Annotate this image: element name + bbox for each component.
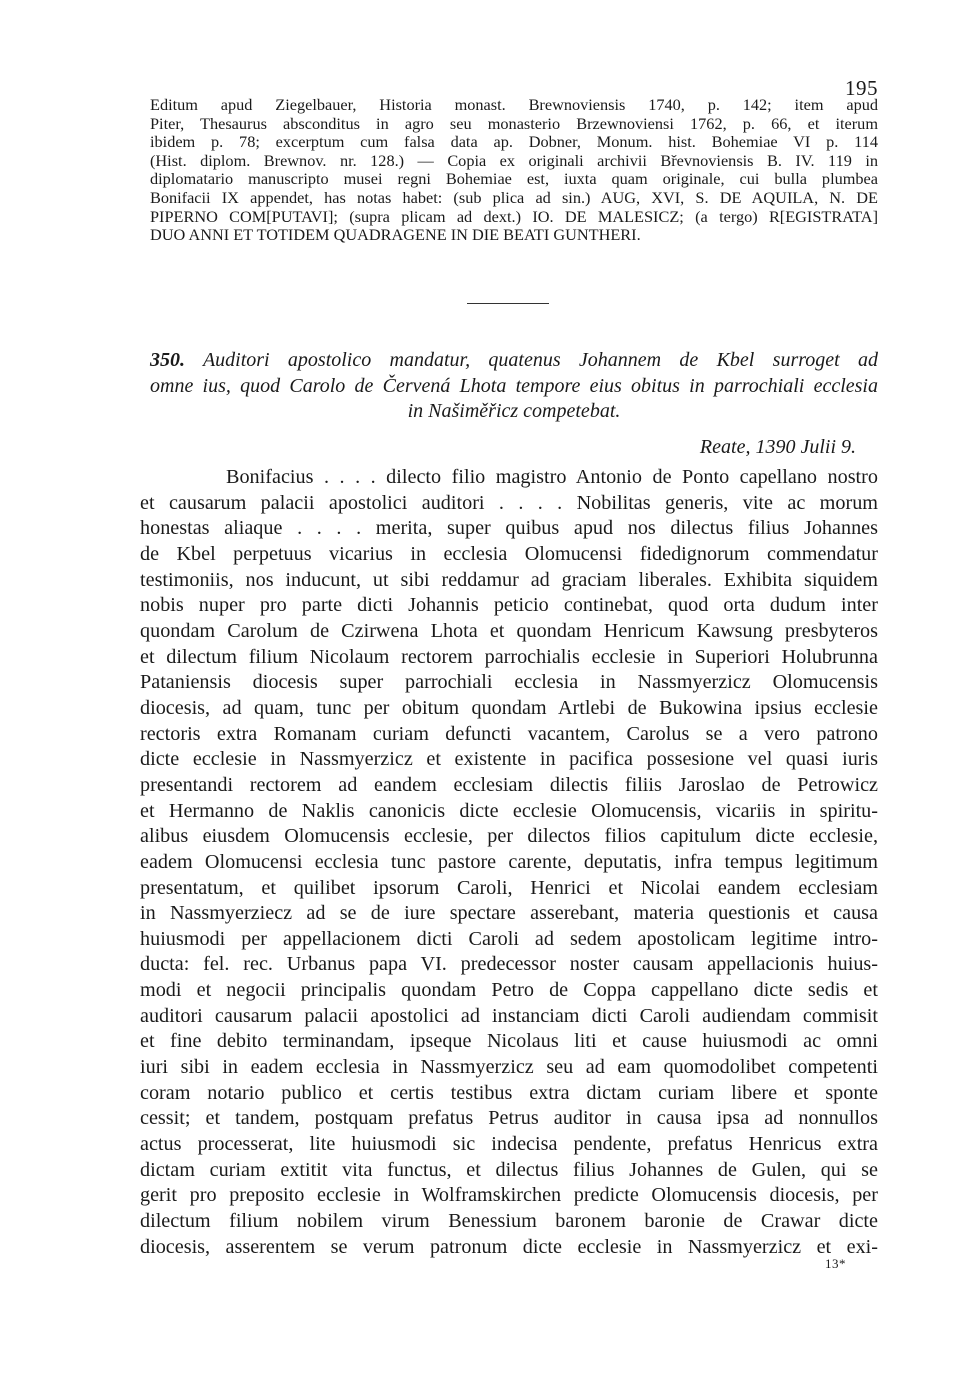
section-divider: [467, 303, 549, 304]
document-heading: [150, 348, 878, 425]
body-line: rectoris extra Romanam curiam defuncti vacantem, Carolus se a vero patrono: [140, 722, 878, 745]
note-line: diplomatario manuscripto musei regni Bohemiae est, iuxta quam originale, cui bulla plumbea: [150, 169, 878, 189]
bibliographic-notes: [150, 96, 878, 245]
heading-text: Auditori apostolico mandatur, quatenus Johannem de Kbel surroget ad: [202, 349, 878, 371]
note-line: DUO ANNI ET TOTIDEM QUADRAGENE IN DIE BEATI GUNTHERI.: [150, 225, 641, 245]
body-line: diocesis, asserentem se verum patronum dicte ecclesie in Nassmyerzicz et exi-: [140, 1235, 878, 1258]
body-line: Bonifacius . . . . dilecto filio magistro Antonio de Ponto capellano nostro: [226, 466, 878, 488]
heading-line: omne ius, quod Carolo de Červená Lhota tempore eius obitus in parrochiali ecclesia: [150, 374, 878, 397]
body-line: presentandi rectorem ad eandem ecclesiam dilectis filiis Jaroslao de Petrowicz: [140, 773, 878, 796]
note-line: PIPERNO COM[PUTAVI]; (supra plicam ad dext.) IO. DE MALESICZ; (a tergo) R[EGISTRATA]: [150, 206, 878, 226]
body-line: Pataniensis diocesis super parrochiali ecclesia in Nassmyerzicz Olomucensis: [140, 671, 878, 694]
body-line: et fine debito terminandam, ipseque Nicolaus liti et cause huiusmodi ac omni: [140, 1030, 878, 1053]
body-line: et Hermanno de Naklis canonicis dicte ecclesie Olomucensis, vicariis in spiritu-: [140, 799, 878, 822]
body-line: diocesis, ad quam, tunc per obitum quondam Artlebi de Bukowina ipsius ecclesie: [140, 696, 878, 719]
body-line: honestas aliaque . . . . merita, super quibus apud nos dilectus filius Johannes: [140, 517, 878, 540]
document-number: 350.: [150, 349, 185, 371]
body-line: in Nassmyerziecz ad se de iure spectare asserebant, materia questionis et causa: [140, 902, 878, 925]
note-line: Piter, Thesaurus absconditus in agro seu monasterio Brzewnoviensi 1762, p. 66, et iterum: [150, 113, 878, 133]
dateline: Reate, 1390 Julii 9.: [699, 436, 856, 458]
body-line: nobis nuper pro parte dicti Johannis peticio continebat, quod orta dudum inter: [140, 594, 878, 617]
body-line: ducta: fel. rec. Urbanus papa VI. predecessor noster causam appellacionis huius-: [140, 953, 878, 976]
body-line: dictam curiam extitit vita functus, et dilectus filius Johannes de Gulen, qui se: [140, 1158, 878, 1181]
body-line: presentatum, et quilibet ipsorum Caroli, Henrici et Nicolai eandem ecclesiam: [140, 876, 878, 899]
body-line: alibus eiusdem Olomucensis ecclesie, per dilectos filios capitulum dicte ecclesie,: [140, 825, 878, 848]
page-number: 195: [845, 76, 878, 100]
heading-line: in Našiměřicz competebat.: [407, 400, 621, 422]
body-line: et causarum palacii apostolici auditori . . . . Nobilitas generis, vite ac morum: [140, 491, 878, 514]
body-line: et dilectum filium Nicolaum rectorem parrochialis ecclesie in Superiori Holubrunna: [140, 645, 878, 668]
note-line: (Hist. diplom. Brewnov. nr. 128.) — Copia ex originali archivii Břevnoviensis B. IV. 119 in: [150, 150, 878, 170]
heading-line: [150, 348, 878, 374]
body-line: de Kbel perpetuus vicarius in ecclesia Olomucensi fidedignorum commendatur: [140, 542, 878, 565]
printer-signature: 13*: [825, 1256, 846, 1271]
body-line: huiusmodi per appellacionem dicti Caroli ad sedem apostolicam legitime intro-: [140, 927, 878, 950]
note-line: ibidem p. 78; excerptum cum falsa data ap. Dobner, Monum. hist. Bohemiae VI p. 114: [150, 132, 878, 152]
body-line: quondam Carolum de Czirwena Lhota et quondam Henricum Kawsung presbyteros: [140, 619, 878, 642]
note-line: Bonifacii IX appendet, has notas habet: (sub plica ad sin.) AUG, XVI, S. DE AQUILA, N. DE: [150, 187, 878, 207]
note-line: Editum apud Ziegelbauer, Historia monast. Brewnoviensis 1740, p. 142; item apud: [150, 95, 878, 114]
body-line: coram notario publico et certis testibus extra dictam curiam libere et sponte: [140, 1081, 878, 1104]
body-line: gerit pro preposito ecclesie in Wolframskirchen predicte Olomucensis diocesis, per: [140, 1184, 878, 1207]
body-line: dilectum filium nobilem virum Benessium baronem baronie de Crawar dicte: [140, 1210, 878, 1233]
body-line: modi et negocii principalis quondam Petro de Coppa cappellano dicte sedis et: [140, 979, 878, 1002]
body-line: eadem Olomucensi ecclesia tunc pastore carente, deputatis, infra tempus legitimum: [140, 850, 878, 873]
document-body: [140, 465, 878, 1260]
body-line: iuri sibi in eadem ecclesia in Nassmyerzicz seu ad eam quomodolibet competenti: [140, 1056, 878, 1079]
body-line: auditori causarum palacii apostolici ad instanciam dicti Caroli audiendam commisit: [140, 1004, 878, 1027]
body-line: dicte ecclesie in Nassmyerzicz et existente in pacifica possesione vel quasi iuris: [140, 748, 878, 771]
body-line: actus processerat, lite huiusmodi sic indecisa pendente, prefatus Henricus extra: [140, 1133, 878, 1156]
body-line: testimoniis, nos inducunt, ut sibi reddamur ad graciam liberales. Exhibita siquidem: [140, 568, 878, 591]
body-line: cessit; et tandem, postquam prefatus Petrus auditor in causa ipsa ad nonnullos: [140, 1107, 878, 1130]
